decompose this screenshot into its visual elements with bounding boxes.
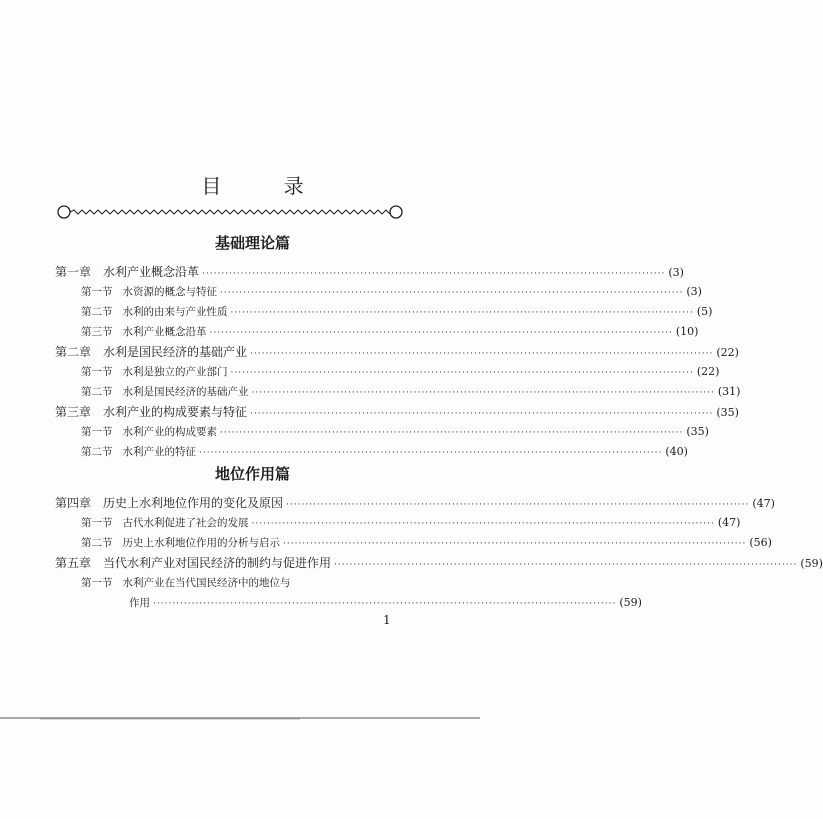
toc-chapter-entry[interactable] — [55, 262, 684, 282]
leader-dots: ························································································································ — [251, 519, 715, 529]
toc-section-entry[interactable] — [55, 322, 699, 342]
toc-section-entry[interactable] — [55, 442, 688, 462]
title-ornament — [56, 200, 404, 224]
toc-section-entry[interactable] — [55, 422, 709, 442]
entry-number: 第二节 — [81, 537, 113, 549]
entry-number: 第一节 — [81, 577, 113, 589]
part-heading-theory: 基础理论篇 — [214, 234, 290, 252]
entry-page-ref: (3) — [686, 285, 702, 298]
entry-number: 第五章 — [55, 556, 92, 570]
page-title: 目 录 — [201, 174, 332, 198]
entry-number: 第一节 — [81, 286, 113, 298]
entry-title: 水利产业概念沿革 — [103, 265, 200, 279]
leader-dots: ························································································································ — [286, 500, 750, 510]
entry-number: 第三节 — [81, 326, 113, 338]
toc-section-entry[interactable] — [55, 573, 408, 593]
entry-page-ref: (56) — [749, 536, 772, 549]
toc-list-theory — [55, 262, 741, 462]
leader-dots: ························································································································ — [199, 448, 663, 458]
leader-dots: ························································································································ — [250, 409, 714, 419]
entry-number: 第一节 — [81, 366, 113, 378]
entry-title: 古代水利促进了社会的发展 — [122, 517, 249, 529]
toc-chapter-entry[interactable] — [55, 402, 739, 422]
leader-dots: ························································································································ — [230, 308, 694, 318]
leader-dots: ························································································································ — [283, 539, 747, 549]
entry-title: 当代水利产业对国民经济的制约与促进作用 — [103, 556, 332, 570]
page-number: 1 — [383, 613, 391, 627]
entry-page-ref: (5) — [696, 305, 713, 318]
leader-dots: ························································································································ — [220, 428, 684, 438]
entry-number: 第二节 — [81, 446, 113, 458]
entry-number: 第三章 — [55, 405, 92, 419]
toc-section-entry[interactable] — [55, 533, 772, 553]
entry-page-ref: (22) — [716, 346, 739, 359]
entry-title: 作用 — [129, 597, 150, 609]
entry-title: 历史上水利地位作用的分析与启示 — [122, 537, 280, 549]
entry-page-ref: (35) — [686, 425, 709, 438]
leader-dots: ························································································································ — [153, 599, 617, 609]
toc-section-entry[interactable] — [55, 302, 713, 322]
entry-number: 第二节 — [81, 306, 113, 318]
entry-title: 水利产业的构成要素与特征 — [103, 405, 248, 419]
toc-chapter-entry[interactable] — [55, 553, 823, 573]
entry-number: 第一章 — [55, 265, 92, 279]
toc-chapter-entry[interactable] — [55, 493, 775, 513]
toc-list-status — [55, 493, 823, 613]
toc-section-entry[interactable] — [55, 513, 741, 533]
entry-number: 第二节 — [81, 386, 113, 398]
leader-dots: ························································································································ — [250, 349, 714, 359]
entry-title: 水资源的概念与特征 — [122, 286, 217, 298]
entry-page-ref: (47) — [717, 516, 741, 529]
entry-title: 水利产业概念沿革 — [122, 326, 207, 338]
leader-dots: ························································································································ — [251, 388, 715, 398]
entry-title: 历史上水利地位作用的变化及原因 — [103, 496, 284, 510]
toc-section-entry[interactable] — [55, 282, 702, 302]
entry-title: 水利产业在当代国民经济中的地位与 — [122, 577, 291, 589]
entry-page-ref: (47) — [752, 497, 775, 510]
entry-page-ref: (35) — [716, 406, 739, 419]
entry-number: 第一节 — [81, 426, 113, 438]
entry-title: 水利的由来与产业性质 — [122, 306, 228, 318]
toc-section-entry[interactable] — [55, 362, 720, 382]
toc-section-entry[interactable] — [55, 593, 642, 613]
entry-page-ref: (3) — [668, 266, 684, 279]
entry-number: 第一节 — [81, 517, 113, 529]
toc-section-entry[interactable] — [55, 382, 741, 402]
entry-page-ref: (22) — [696, 365, 720, 378]
bottom-rule — [0, 716, 480, 720]
leader-dots: ························································································································ — [230, 368, 694, 378]
leader-dots: ························································································································ — [202, 269, 666, 279]
entry-title: 水利产业的构成要素 — [122, 426, 217, 438]
toc-chapter-entry[interactable] — [55, 342, 739, 362]
entry-page-ref: (10) — [675, 325, 699, 338]
entry-page-ref: (40) — [665, 445, 688, 458]
entry-number: 第二章 — [55, 345, 92, 359]
leader-dots: ························································································································ — [334, 560, 798, 570]
leader-dots: ························································································································ — [209, 328, 673, 338]
entry-title: 水利是国民经济的基础产业 — [122, 386, 249, 398]
part-heading-status: 地位作用篇 — [214, 465, 290, 483]
entry-page-ref: (31) — [717, 385, 741, 398]
entry-page-ref: (59) — [619, 596, 642, 609]
entry-title: 水利产业的特征 — [122, 446, 196, 458]
leader-dots: ························································································································ — [220, 288, 684, 298]
entry-title: 水利是国民经济的基础产业 — [103, 345, 248, 359]
entry-page-ref: (59) — [800, 557, 823, 570]
entry-number: 第四章 — [55, 496, 92, 510]
entry-title: 水利是独立的产业部门 — [122, 366, 228, 378]
